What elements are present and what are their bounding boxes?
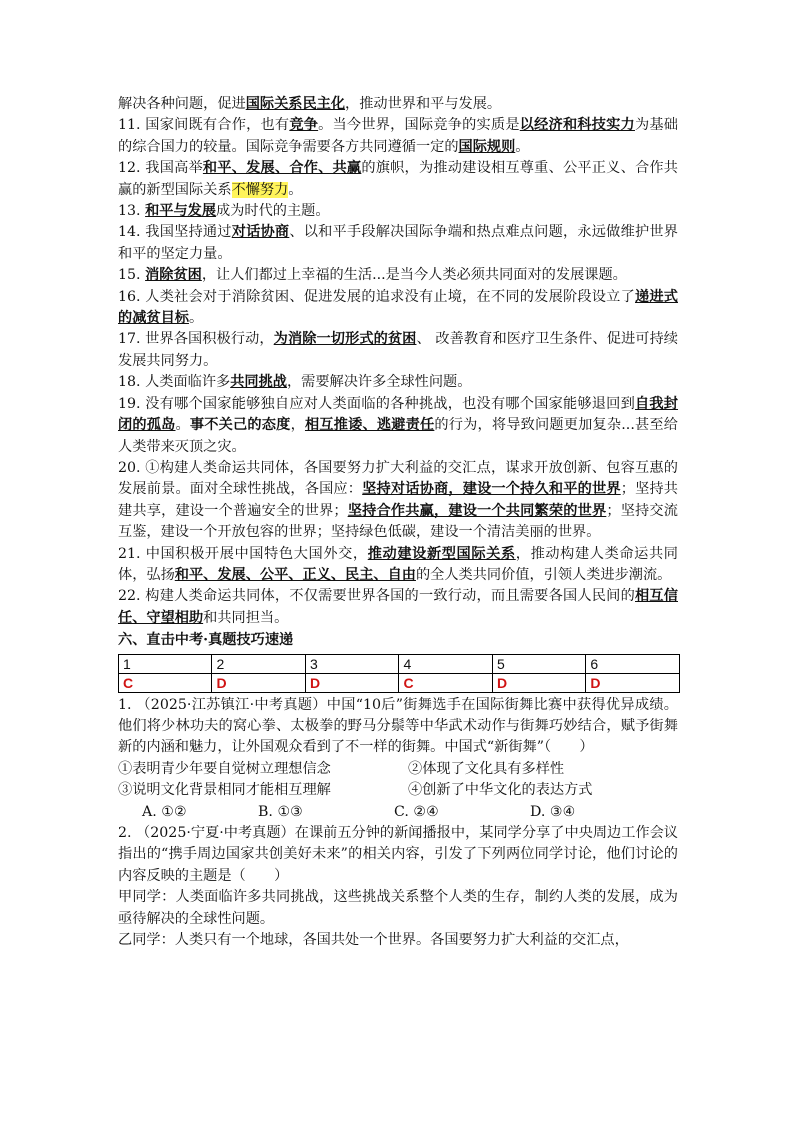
item-11: 11. 国家间既有合作，也有竞争。当今世界，国际竞争的实质是以经济和科技实力为基础的综合国力的较量。国际竞争需要各方共同遵循一定的国际规则。 xyxy=(118,117,678,155)
key-term: 以经济和科技实力 xyxy=(519,117,635,134)
key-term: 对话协商 xyxy=(231,224,290,241)
question-number-cell: 5 xyxy=(492,654,585,673)
question-2-student-b: 乙同学：人类只有一个地球，各国共处一个世界。各国要努力扩大利益的交汇点， xyxy=(118,932,629,949)
item-22: 22. 构建人类命运共同体，不仅需要世界各国的一致行动，而且需要各国人民间的相互信任、守望相助和共同担当。 xyxy=(118,588,678,626)
key-term: 坚持对话协商，建设一个持久和平的世界 xyxy=(362,481,621,498)
answer-table-number-row xyxy=(119,654,680,673)
statement: ④创新了中华文化的表达方式 xyxy=(408,782,593,799)
key-term: 相互推诿、逃避责任 xyxy=(304,417,435,434)
document-page xyxy=(118,94,678,951)
key-term: 坚持合作共赢，建设一个共同繁荣的世界 xyxy=(347,502,607,519)
key-term: 国际规则 xyxy=(458,138,516,155)
answer-table-answer-row xyxy=(119,673,680,692)
key-term: 事不关己的态度 xyxy=(189,417,291,434)
item-18: 18. 人类面临许多共同挑战，需要解决许多全球性问题。 xyxy=(118,374,472,391)
answer-cell: C xyxy=(399,673,492,692)
answer-cell: D xyxy=(586,673,680,692)
key-term: 竞争 xyxy=(289,117,319,134)
choice-a: A. ①② xyxy=(142,803,187,820)
key-term: 相互信任、守望相助 xyxy=(118,588,678,626)
question-1-stem: 1. （2025·江苏镇江·中考真题）中国“10后”街舞选手在国际街舞比赛中获得优异成绩。他们将少林功夫的窝心拳、太极拳的野马分鬃等中华武术动作与街舞巧妙结合，赋予街舞新的内涵和魅力，让外国观众看到了不一样的街舞。中国式“新街舞”（ ） xyxy=(118,696,678,756)
question-number-cell: 4 xyxy=(399,654,492,673)
choice-d: D. ③④ xyxy=(530,803,576,820)
question-2-stem: 2. （2025·宁夏·中考真题）在课前五分钟的新闻播报中，某同学分享了中央周边工作会议指出的“携手周边国家共创美好未来”的相关内容，引发了下列两位同学讨论，他们讨论的内容反映的主题是（ ） xyxy=(118,825,678,884)
key-term: 自我封闭的孤岛 xyxy=(118,395,678,434)
statement: ①表明青少年要自觉树立理想信念 xyxy=(118,760,331,777)
key-term: 为消除一切形式的贫困 xyxy=(273,331,417,348)
statement: ②体现了文化具有多样性 xyxy=(408,760,565,777)
item-13: 13. 和平与发展成为时代的主题。 xyxy=(118,203,330,220)
item-19: 19. 没有哪个国家能够独自应对人类面临的各种挑战，也没有哪个国家能够退回到自我封闭的孤岛。事不关己的态度，相互推诿、逃避责任的行为，将导致问题更加复杂...甚至给人类带来灭顶之灾。 xyxy=(118,395,678,455)
item-14: 14. 我国坚持通过对话协商、以和平手段解决国际争端和热点难点问题，永远做维护世界和平的坚定力量。 xyxy=(118,224,678,262)
question-1-statements-row-1 xyxy=(118,759,678,780)
question-number-cell: 6 xyxy=(586,654,680,673)
item-10-continued: 解决各种问题，促进国际关系民主化，推动世界和平与发展。 xyxy=(118,96,502,112)
question-number-cell: 3 xyxy=(305,654,398,673)
answer-cell: D xyxy=(492,673,585,692)
answer-table xyxy=(118,654,680,693)
section-title: 六、直击中考·真题技巧速递 xyxy=(118,632,294,649)
question-number-cell: 2 xyxy=(212,654,305,673)
answer-cell: D xyxy=(212,673,305,692)
question-number-cell: 1 xyxy=(119,654,212,673)
answer-cell: D xyxy=(305,673,398,692)
statement: ③说明文化背景相同才能相互理解 xyxy=(118,782,331,799)
key-term: 消除贫困 xyxy=(145,267,202,284)
item-17: 17. 世界各国积极行动，为消除一切形式的贫困、 改善教育和医疗卫生条件、促进可持续发展共同努力。 xyxy=(118,331,678,369)
item-15: 15. 消除贫困，让人们都过上幸福的生活...是当今人类必须共同面对的发展课题。 xyxy=(118,267,627,284)
answer-cell: C xyxy=(119,673,212,692)
question-1-choices xyxy=(118,802,678,823)
highlighted-text: 不懈努力 xyxy=(231,181,289,198)
choice-b: B. ①③ xyxy=(258,803,303,820)
key-term: 和平、发展、公平、正义、民主、自由 xyxy=(174,566,416,583)
item-16: 16. 人类社会对于消除贫困、促进发展的追求没有止境，在不同的发展阶段设立了递进式的减贫目标。 xyxy=(118,288,678,327)
item-20: 20. ①构建人类命运共同体，各国要努力扩大利益的交汇点，谋求开放创新、包容互惠的发展前景。面对全球性挑战，各国应：坚持对话协商，建设一个持久和平的世界；坚持共建共享，建设一个普遍安全的世界；坚持合作共赢，建设一个共同繁荣的世界；坚持交流互鉴，建设一个开放包容的世界；坚持绿色低碳，建设一个清洁美丽的世界。 xyxy=(118,459,678,541)
key-term: 共同挑战 xyxy=(230,374,287,391)
key-term: 推动建设新型国际关系 xyxy=(367,545,516,562)
question-2-student-a: 甲同学：人类面临许多共同挑战，这些挑战关系整个人类的生存，制约人类的发展，成为亟待解决的全球性问题。 xyxy=(118,889,678,927)
key-term: 国际关系民主化 xyxy=(245,96,346,112)
question-1-statements-row-2 xyxy=(118,780,678,801)
item-21: 21. 中国积极开展中国特色大国外交，推动建设新型国际关系，推动构建人类命运共同体，弘扬和平、发展、公平、正义、民主、自由的全人类共同价值，引领人类进步潮流。 xyxy=(118,545,678,583)
key-term: 和平与发展 xyxy=(145,203,217,220)
key-term: 递进式的减贫目标 xyxy=(118,288,678,327)
choice-c: C. ②④ xyxy=(394,803,439,820)
key-term: 和平、发展、合作、共赢 xyxy=(202,160,362,177)
item-12: 12. 我国高举和平、发展、合作、共赢的旗帜，为推动建设相互尊重、公平正义、合作共赢的新型国际关系不懈努力。 xyxy=(118,160,678,198)
